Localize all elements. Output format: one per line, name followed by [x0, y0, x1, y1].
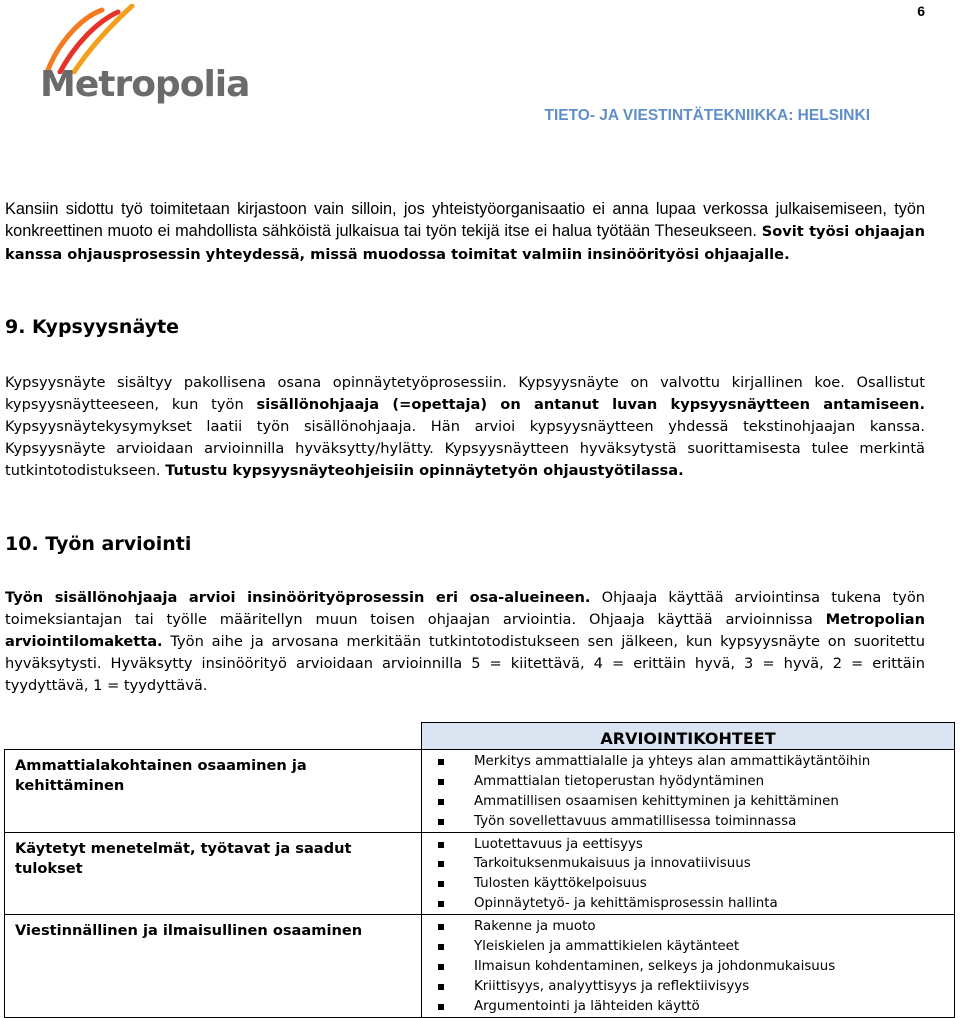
list-item-text: Ammatillisen osaamisen kehittyminen ja kehittäminen	[474, 793, 839, 809]
list-item	[434, 752, 954, 772]
intro-bold-text: Sovit työsi ohjaajan kanssa ohjausprosessin yhteydessä, missä muodossa toimitat valmiin insinöörityösi ohjaajalle.	[5, 223, 926, 263]
section-9-paragraph	[5, 372, 925, 482]
list-item	[434, 854, 954, 874]
list-item	[434, 812, 954, 832]
list-item	[434, 835, 954, 855]
list-item	[434, 874, 954, 894]
bullet-icon	[438, 1004, 444, 1010]
list-item	[434, 977, 954, 997]
metropolia-logo	[40, 4, 250, 109]
table-header: ARVIOINTIKOHTEET	[422, 723, 955, 750]
bullet-icon	[438, 819, 444, 825]
page-number: 6	[917, 3, 925, 19]
criteria-list-cell	[422, 915, 955, 1017]
list-item	[434, 917, 954, 937]
section-9-heading: 9. Kypsyysnäyte	[5, 316, 180, 338]
text-run: Työn aihe ja arvosana merkitään tutkintotodistukseen sen jälkeen, kun kypsyysnäyte on suoritettu hyväksytysti. Hyväksytty insinöörityö arvioidaan arvioinnilla 5 = kiitettävä, 4 = erittäin hyvä, 3 = hyvä, 2 = erittäin tyydyttävä, 1 = tyydyttävä.	[5, 633, 925, 694]
table-row	[5, 832, 955, 915]
department-header: TIETO- JA VIESTINTÄTEKNIIKKA: HELSINKI	[544, 107, 870, 124]
text-run: Ohjaaja käyttää arviointinsa tukena työn toimeksiantajan tai työlle määritellyn muun toisen ohjaajan arviointia. Ohjaaja käyttää arvioinnissa	[5, 589, 925, 628]
criteria-list-cell	[422, 750, 955, 833]
criteria-area: Käytetyt menetelmät, työtavat ja saadut tulokset	[5, 832, 422, 915]
bullet-icon	[438, 964, 444, 970]
list-item-text: Ammattialan tietoperustan hyödyntäminen	[474, 773, 765, 789]
bullet-icon	[438, 842, 444, 848]
logo-wordmark: Metropolia	[40, 64, 250, 105]
text-run: Kypsyysnäyte sisältyy pakollisena osana opinnäytetyöprosessiin. Kypsyysnäyte on valvottu kirjallinen koe. Osallistut kypsyysnäytteeseen, kun työn	[5, 374, 925, 413]
bold-run: sisällönohjaaja (=opettaja) on antanut luvan kypsyysnäytteen antamiseen.	[256, 396, 925, 413]
list-item-text: Merkitys ammattialalle ja yhteys alan ammattikäytäntöihin	[474, 754, 871, 769]
bullet-icon	[438, 861, 444, 867]
list-item-text: Ilmaisun kohdentaminen, selkeys ja johdonmukaisuus	[474, 958, 836, 974]
list-item-text: Opinnäytetyö- ja kehittämisprosessin hallinta	[474, 896, 778, 912]
table-header-row	[5, 723, 955, 750]
criteria-list	[422, 915, 954, 1016]
bullet-icon	[438, 944, 444, 950]
bullet-icon	[438, 924, 444, 930]
list-item-text: Argumentointi ja lähteiden käyttö	[474, 998, 700, 1014]
section-10-heading: 10. Työn arviointi	[5, 533, 192, 555]
criteria-list-cell	[422, 832, 955, 915]
criteria-list	[422, 833, 954, 915]
bullet-icon	[438, 881, 444, 887]
list-item	[434, 957, 954, 977]
list-item-text: Rakenne ja muoto	[474, 919, 596, 935]
bullet-icon	[438, 759, 444, 765]
bold-run: Metropolian arviointilomaketta.	[5, 611, 925, 650]
text-run: Kypsyysnäytekysymykset laatii työn sisällönohjaaja. Hän arvioi kypsyysnäytteen yhdessä tekstinohjaajan kanssa. Kypsyysnäyte arvioidaan arvioinnilla hyväksytty/hylätty. Kypsyysnäytteen hyväksytystä suorittamisesta tulee merkintä tutkintotodistukseen.	[5, 418, 925, 479]
bullet-icon	[438, 901, 444, 907]
list-item-text: Luotettavuus ja eettisyys	[474, 836, 643, 852]
list-item	[434, 772, 954, 792]
bullet-icon	[438, 799, 444, 805]
intro-paragraph	[5, 198, 925, 266]
criteria-area: Viestinnällinen ja ilmaisullinen osaaminen	[5, 915, 422, 1017]
list-item	[434, 792, 954, 812]
intro-text: Kansiin sidottu työ toimitetaan kirjastoon vain silloin, jos yhteistyöorganisaatio ei anna lupaa verkossa julkaisemiseen, työn konkreettinen muoto ei mahdollista sähköistä julkaisua tai työn tekijä itse ei halua työtään Theseukseen.	[5, 200, 925, 240]
list-item-text: Tarkoituksenmukaisuus ja innovatiivisuus	[474, 856, 751, 872]
header-blank-cell	[5, 723, 422, 750]
table-row	[5, 915, 955, 1017]
criteria-list	[422, 750, 954, 832]
list-item	[434, 894, 954, 914]
list-item	[434, 997, 954, 1017]
list-item-text: Yleiskielen ja ammattikielen käytänteet	[474, 939, 740, 955]
list-item-text: Kriittisyys, analyyttisyys ja reflektiivisyys	[474, 978, 750, 994]
bullet-icon	[438, 779, 444, 785]
evaluation-criteria-table	[4, 722, 955, 1018]
list-item-text: Työn sovellettavuus ammatillisessa toiminnassa	[474, 813, 797, 829]
list-item	[434, 937, 954, 957]
bold-run: Työn sisällönohjaaja arvioi insinöörityöprosessin eri osa-alueineen.	[5, 589, 591, 606]
section-10-paragraph	[5, 587, 925, 697]
criteria-area: Ammattialakohtainen osaaminen ja kehittäminen	[5, 750, 422, 833]
table-row	[5, 750, 955, 833]
bold-run: Tutustu kypsyysnäyteohjeisiin opinnäytetyön ohjaustyötilassa.	[165, 462, 684, 479]
list-item-text: Tulosten käyttökelpoisuus	[474, 876, 647, 892]
bullet-icon	[438, 984, 444, 990]
